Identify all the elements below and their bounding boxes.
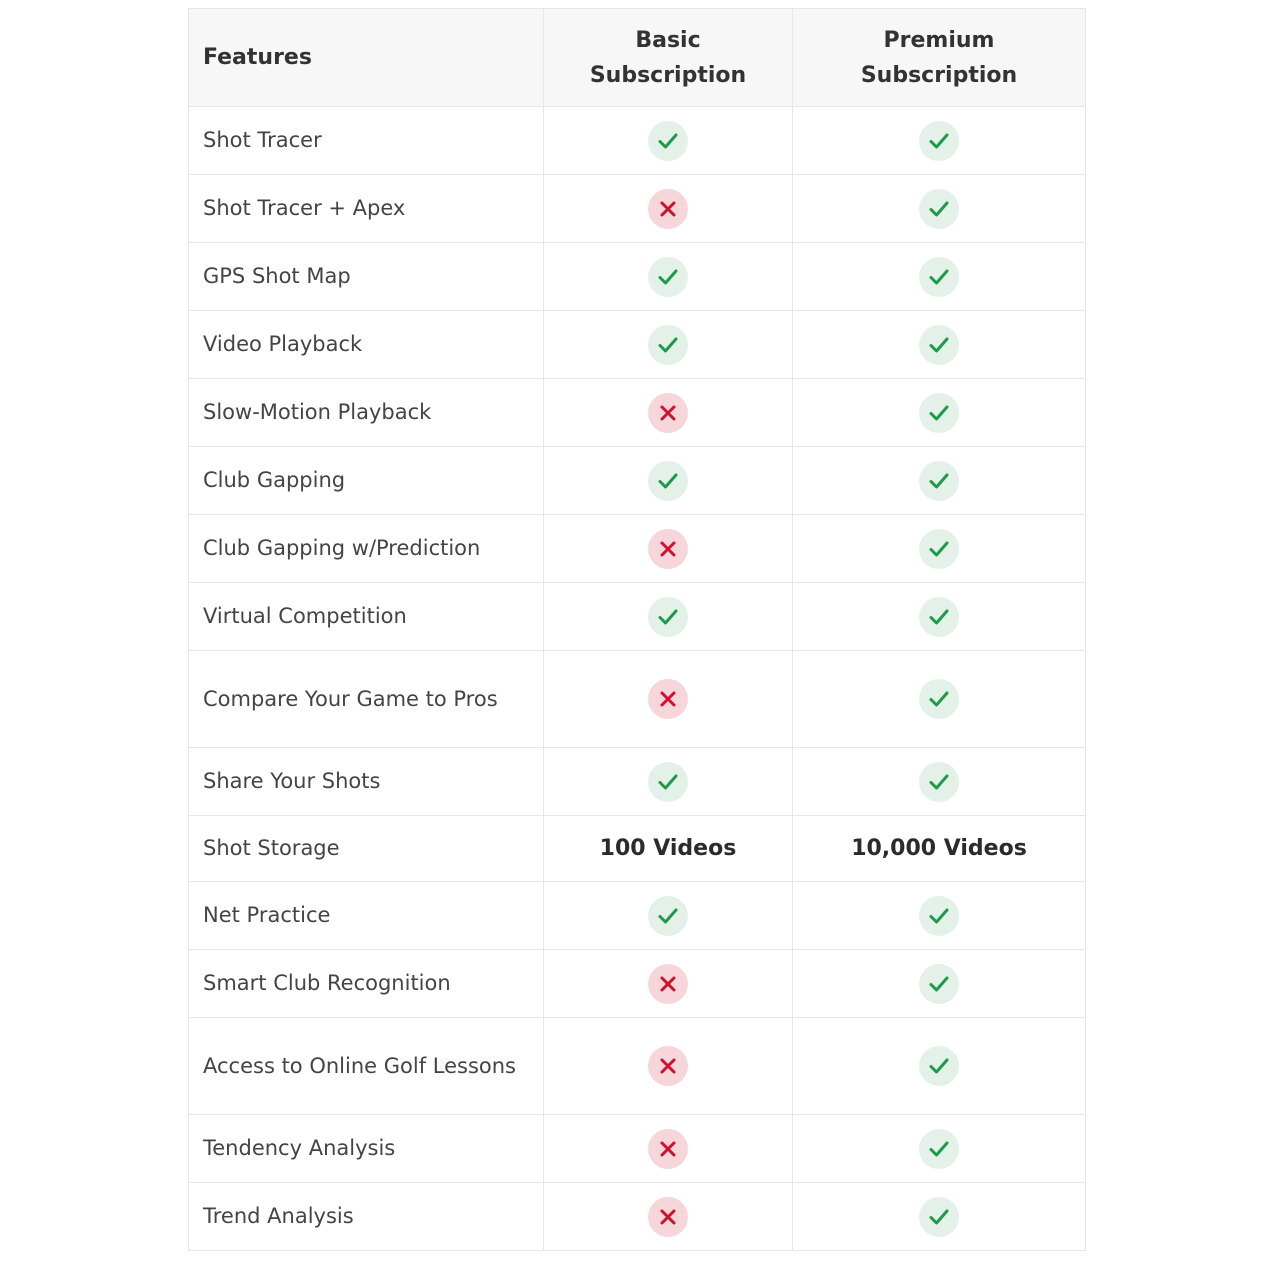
- table-row: [189, 447, 1086, 515]
- basic-cell: [544, 583, 793, 651]
- basic-column-header: [544, 9, 793, 107]
- basic-cell: [544, 311, 793, 379]
- table-row: [189, 311, 1086, 379]
- header-row: [189, 9, 1086, 107]
- premium-cell: [793, 379, 1086, 447]
- basic-cell: [544, 243, 793, 311]
- premium-cell: [793, 816, 1086, 882]
- basic-cell: [544, 816, 793, 882]
- feature-name: Net Practice: [189, 882, 544, 950]
- table-row: [189, 243, 1086, 311]
- feature-name: Tendency Analysis: [189, 1115, 544, 1183]
- table-row: [189, 515, 1086, 583]
- check-icon: [648, 257, 688, 297]
- cross-icon: [648, 189, 688, 229]
- basic-cell: [544, 175, 793, 243]
- premium-storage-value: 10,000 Videos: [851, 836, 1027, 861]
- table-row: [189, 882, 1086, 950]
- feature-name: Slow-Motion Playback: [189, 379, 544, 447]
- feature-name: Club Gapping: [189, 447, 544, 515]
- feature-name: Shot Storage: [189, 816, 544, 882]
- feature-name: Compare Your Game to Pros: [189, 651, 544, 748]
- premium-cell: [793, 583, 1086, 651]
- basic-cell: [544, 1183, 793, 1251]
- table-row: [189, 1018, 1086, 1115]
- premium-cell: [793, 950, 1086, 1018]
- table-row: [189, 651, 1086, 748]
- table-row: [189, 379, 1086, 447]
- feature-name: Shot Tracer: [189, 107, 544, 175]
- check-icon: [919, 189, 959, 229]
- table-header: [189, 9, 1086, 107]
- feature-name: GPS Shot Map: [189, 243, 544, 311]
- premium-cell: [793, 1183, 1086, 1251]
- feature-name: Virtual Competition: [189, 583, 544, 651]
- check-icon: [919, 964, 959, 1004]
- premium-cell: [793, 515, 1086, 583]
- check-icon: [919, 762, 959, 802]
- check-icon: [919, 393, 959, 433]
- check-icon: [648, 121, 688, 161]
- feature-name: Video Playback: [189, 311, 544, 379]
- check-icon: [919, 896, 959, 936]
- premium-column-header: [793, 9, 1086, 107]
- check-icon: [648, 325, 688, 365]
- premium-header-label: Premium Subscription: [860, 27, 1018, 88]
- premium-cell: [793, 175, 1086, 243]
- table-row: [189, 583, 1086, 651]
- feature-name: Shot Tracer + Apex: [189, 175, 544, 243]
- cross-icon: [648, 679, 688, 719]
- check-icon: [648, 597, 688, 637]
- basic-cell: [544, 651, 793, 748]
- check-icon: [919, 1046, 959, 1086]
- feature-name: Share Your Shots: [189, 748, 544, 816]
- premium-cell: [793, 748, 1086, 816]
- features-column-header: [189, 9, 544, 107]
- basic-cell: [544, 1018, 793, 1115]
- basic-cell: [544, 950, 793, 1018]
- premium-cell: [793, 311, 1086, 379]
- check-icon: [919, 1197, 959, 1237]
- basic-cell: [544, 515, 793, 583]
- check-icon: [919, 461, 959, 501]
- basic-cell: [544, 882, 793, 950]
- table-row: [189, 816, 1086, 882]
- comparison-table-container: [188, 8, 1085, 1251]
- subscription-comparison-table: [188, 8, 1086, 1251]
- premium-cell: [793, 1018, 1086, 1115]
- basic-cell: [544, 1115, 793, 1183]
- check-icon: [919, 325, 959, 365]
- check-icon: [919, 597, 959, 637]
- feature-name: Smart Club Recognition: [189, 950, 544, 1018]
- feature-name: Access to Online Golf Lessons: [189, 1018, 544, 1115]
- cross-icon: [648, 1046, 688, 1086]
- basic-cell: [544, 748, 793, 816]
- basic-cell: [544, 379, 793, 447]
- check-icon: [919, 679, 959, 719]
- check-icon: [919, 121, 959, 161]
- check-icon: [919, 529, 959, 569]
- cross-icon: [648, 1129, 688, 1169]
- cross-icon: [648, 1197, 688, 1237]
- feature-name: Club Gapping w/Prediction: [189, 515, 544, 583]
- premium-cell: [793, 882, 1086, 950]
- premium-cell: [793, 651, 1086, 748]
- table-row: [189, 1115, 1086, 1183]
- table-row: [189, 175, 1086, 243]
- premium-cell: [793, 243, 1086, 311]
- table-row: [189, 748, 1086, 816]
- premium-cell: [793, 447, 1086, 515]
- check-icon: [919, 1129, 959, 1169]
- cross-icon: [648, 529, 688, 569]
- features-header-label: Features: [203, 45, 312, 70]
- basic-storage-value: 100 Videos: [599, 836, 737, 861]
- table-row: [189, 1183, 1086, 1251]
- cross-icon: [648, 393, 688, 433]
- table-row: [189, 950, 1086, 1018]
- basic-cell: [544, 107, 793, 175]
- basic-cell: [544, 447, 793, 515]
- feature-name: Trend Analysis: [189, 1183, 544, 1251]
- premium-cell: [793, 1115, 1086, 1183]
- table-row: [189, 107, 1086, 175]
- check-icon: [648, 762, 688, 802]
- check-icon: [648, 461, 688, 501]
- check-icon: [648, 896, 688, 936]
- basic-header-label: Basic Subscription: [589, 27, 747, 88]
- premium-cell: [793, 107, 1086, 175]
- cross-icon: [648, 964, 688, 1004]
- table-body: [189, 107, 1086, 1251]
- check-icon: [919, 257, 959, 297]
